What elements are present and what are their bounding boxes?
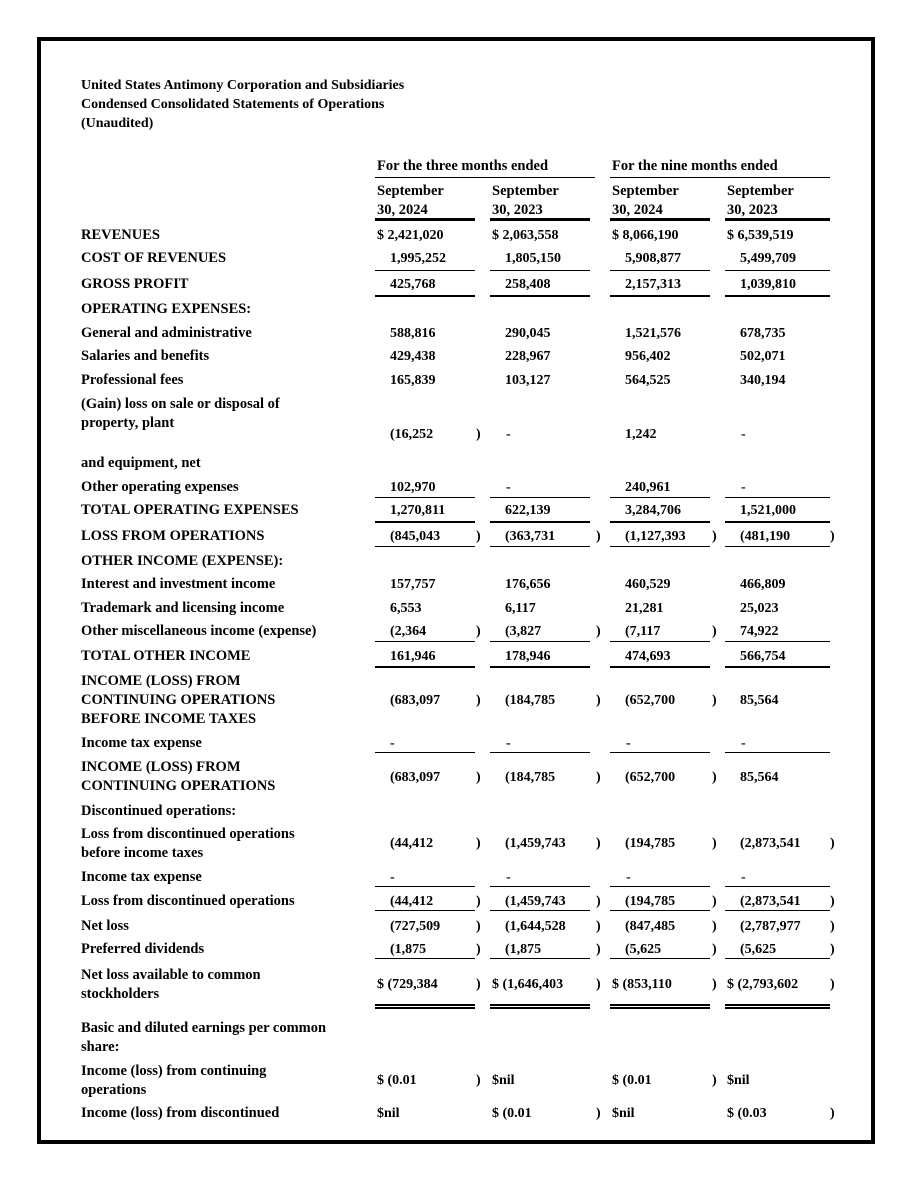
column-header-underline [375,219,475,221]
cell-value: - [741,480,746,495]
cell-value: 165,839 [390,373,436,388]
closing-paren: ) [476,693,481,708]
column-header-2-date: 30, 2023 [492,202,543,218]
cell-value: 6,117 [505,601,536,616]
header-three-months: For the three months ended [377,158,549,174]
row-label: Salaries and benefits [81,348,210,364]
cell-value: - [741,870,746,885]
cell-value: $ (0.01 [377,1073,417,1088]
cell-underline [375,910,475,911]
column-header-1: September [377,183,444,199]
cell-underline [610,497,710,498]
cell-value: 1,995,252 [390,251,446,266]
cell-underline [725,546,830,547]
cell-double-underline [725,1007,830,1009]
cell-underline [375,270,475,271]
closing-paren: ) [476,977,481,992]
cell-value: (184,785 [505,770,556,785]
cell-value: (1,459,743 [505,836,566,851]
cell-underline [725,497,830,498]
cell-underline [375,752,475,753]
cell-value: - [506,480,511,495]
closing-paren: ) [712,977,717,992]
cell-underline [375,521,475,523]
cell-value: (44,412 [390,836,434,851]
cell-value: (5,625 [740,942,777,957]
closing-paren: ) [476,919,481,934]
closing-paren: ) [476,770,481,785]
cell-underline [490,958,590,959]
cell-value: $ 2,063,558 [492,228,559,243]
cell-double-underline [610,1007,710,1009]
cell-value: (2,873,541 [740,894,801,909]
closing-paren: ) [596,894,601,909]
cell-value: $ (0.03 [727,1106,767,1121]
row-label: Loss from discontinued operations [81,893,295,909]
cell-underline [610,910,710,911]
cell-value: 2,157,313 [625,277,681,292]
cell-underline [375,497,475,498]
cell-value: - [626,870,631,885]
closing-paren: ) [712,693,717,708]
cell-underline [490,752,590,753]
cell-value: (194,785 [625,894,676,909]
closing-paren: ) [712,836,717,851]
column-header-1-date: 30, 2024 [377,202,428,218]
cell-value: 1,270,811 [390,503,446,518]
cell-underline [490,1004,590,1006]
cell-value: (727,509 [390,919,441,934]
cell-value: (2,873,541 [740,836,801,851]
cell-underline [610,295,710,297]
cell-value: 466,809 [740,577,786,592]
closing-paren: ) [712,1073,717,1088]
cell-value: (3,827 [505,624,542,639]
column-header-underline [610,219,710,221]
row-label: and equipment, net [81,455,201,471]
cell-underline [610,641,710,642]
cell-underline [610,270,710,271]
cell-underline [375,295,475,297]
row-label: TOTAL OTHER INCOME [81,648,251,664]
cell-value: 460,529 [625,577,671,592]
cell-underline [490,546,590,547]
cell-value: (363,731 [505,529,556,544]
closing-paren: ) [830,529,835,544]
closing-paren: ) [596,942,601,957]
closing-paren: ) [712,919,717,934]
cell-value: 622,139 [505,503,551,518]
closing-paren: ) [712,529,717,544]
row-label: COST OF REVENUES [81,250,227,266]
cell-value: 1,521,576 [625,326,681,341]
cell-value: 566,754 [740,649,786,664]
closing-paren: ) [830,1106,835,1121]
cell-value: 102,970 [390,480,436,495]
cell-underline [375,546,475,547]
row-label: TOTAL OPERATING EXPENSES [81,502,299,518]
cell-value: 228,967 [505,349,551,364]
cell-underline [375,886,475,887]
row-label: Trademark and licensing income [81,600,285,616]
cell-value: 3,284,706 [625,503,681,518]
cell-underline [375,1004,475,1006]
cell-value: 564,525 [625,373,671,388]
closing-paren: ) [596,836,601,851]
closing-paren: ) [830,942,835,957]
cell-value: 474,693 [625,649,671,664]
cell-value: (652,700 [625,770,676,785]
closing-paren: ) [596,1106,601,1121]
header-underline-nine [610,177,830,178]
closing-paren: ) [712,624,717,639]
cell-value: (194,785 [625,836,676,851]
cell-value: (481,190 [740,529,791,544]
row-label: Net loss available to common [81,967,261,983]
cell-value: (1,127,393 [625,529,686,544]
closing-paren: ) [476,836,481,851]
closing-paren: ) [596,624,601,639]
cell-value: 103,127 [505,373,551,388]
closing-paren: ) [712,894,717,909]
row-label: INCOME (LOSS) FROM [81,759,241,775]
cell-value: - [626,736,631,751]
cell-value: $nil [727,1073,750,1088]
row-label: Income tax expense [81,869,202,885]
cell-value: $ 8,066,190 [612,228,679,243]
column-header-4: September [727,183,794,199]
row-label: Discontinued operations: [81,803,237,819]
cell-underline [490,666,590,668]
cell-underline [375,641,475,642]
row-label: Income (loss) from continuing [81,1063,267,1079]
closing-paren: ) [596,770,601,785]
closing-paren: ) [476,624,481,639]
cell-value: - [506,870,511,885]
row-label-continued: CONTINUING OPERATIONS [81,778,276,794]
cell-value: 290,045 [505,326,551,341]
cell-underline [610,546,710,547]
cell-value: (847,485 [625,919,676,934]
closing-paren: ) [830,836,835,851]
cell-value: 25,023 [740,601,779,616]
cell-underline [725,295,830,297]
cell-underline [610,521,710,523]
cell-underline [490,641,590,642]
cell-underline [725,910,830,911]
cell-value: 956,402 [625,349,671,364]
row-label: Income (loss) from discontinued [81,1105,280,1121]
cell-value: 502,071 [740,349,786,364]
row-label: Net loss [81,918,129,934]
cell-value: (7,117 [625,624,661,639]
header-nine-months: For the nine months ended [612,158,778,174]
row-label-continued: operations [81,1082,147,1098]
cell-value: 340,194 [740,373,786,388]
row-label: OPERATING EXPENSES: [81,301,252,317]
cell-value: 258,408 [505,277,551,292]
closing-paren: ) [476,894,481,909]
cell-value: (845,043 [390,529,441,544]
cell-value: (2,364 [390,624,427,639]
cell-value: (683,097 [390,693,441,708]
row-label: Other miscellaneous income (expense) [81,623,317,639]
cell-underline [490,521,590,523]
row-label-continued: share: [81,1039,120,1055]
cell-value: 21,281 [625,601,664,616]
cell-value: (2,787,977 [740,919,801,934]
closing-paren: ) [830,919,835,934]
cell-underline [375,958,475,959]
cell-value: - [506,427,511,442]
cell-value: (1,875 [390,942,427,957]
cell-value: $nil [377,1106,400,1121]
column-header-underline [490,219,590,221]
cell-underline [725,886,830,887]
column-header-underline [725,219,830,221]
cell-underline [725,1004,830,1006]
company-name: United States Antimony Corporation and Subsidiaries [81,78,405,93]
row-label-continued: CONTINUING OPERATIONS [81,692,276,708]
column-header-4-date: 30, 2023 [727,202,778,218]
statement-title: Condensed Consolidated Statements of Operations [81,97,385,112]
row-label: Loss from discontinued operations [81,826,295,842]
cell-underline [725,521,830,523]
closing-paren: ) [476,529,481,544]
cell-underline [725,666,830,668]
row-label: LOSS FROM OPERATIONS [81,528,265,544]
row-label: INCOME (LOSS) FROM [81,673,241,689]
cell-value: 5,499,709 [740,251,796,266]
row-label: Preferred dividends [81,941,205,957]
closing-paren: ) [596,693,601,708]
cell-underline [490,910,590,911]
cell-value: $ (0.01 [492,1106,532,1121]
closing-paren: ) [476,427,481,442]
cell-value: $ (2,793,602 [727,977,799,992]
cell-value: (1,875 [505,942,542,957]
cell-underline [725,752,830,753]
cell-underline [490,886,590,887]
cell-value: 1,805,150 [505,251,561,266]
row-label: Basic and diluted earnings per common [81,1020,327,1036]
closing-paren: ) [712,942,717,957]
cell-underline [610,666,710,668]
cell-underline [490,295,590,297]
cell-value: $ (729,384 [377,977,438,992]
column-header-3: September [612,183,679,199]
column-header-2: September [492,183,559,199]
cell-value: 157,757 [390,577,436,592]
cell-underline [610,1004,710,1006]
row-label-continued: before income taxes [81,845,204,861]
closing-paren: ) [476,1073,481,1088]
cell-value: 240,961 [625,480,671,495]
row-label-continued: BEFORE INCOME TAXES [81,711,257,727]
cell-value: (44,412 [390,894,434,909]
cell-value: $nil [492,1073,515,1088]
cell-underline [725,958,830,959]
closing-paren: ) [596,529,601,544]
cell-value: 6,553 [390,601,422,616]
cell-underline [725,641,830,642]
row-label: General and administrative [81,325,252,341]
cell-value: 429,438 [390,349,436,364]
row-label: REVENUES [81,227,160,243]
cell-value: 85,564 [740,693,779,708]
cell-value: $ 6,539,519 [727,228,794,243]
cell-value: 74,922 [740,624,779,639]
cell-value: 1,039,810 [740,277,796,292]
cell-value: $ (853,110 [612,977,672,992]
cell-underline [610,958,710,959]
cell-value: (652,700 [625,693,676,708]
cell-value: 178,946 [505,649,551,664]
cell-underline [490,497,590,498]
cell-underline [375,666,475,668]
cell-value: (16,252 [390,427,434,442]
cell-underline [490,270,590,271]
cell-value: 588,816 [390,326,436,341]
cell-value: $ (1,646,403 [492,977,564,992]
cell-value: 678,735 [740,326,786,341]
row-label: OTHER INCOME (EXPENSE): [81,553,284,569]
row-label-continued: stockholders [81,986,160,1002]
cell-value: 425,768 [390,277,436,292]
row-label: Income tax expense [81,735,202,751]
cell-underline [610,752,710,753]
cell-value: 85,564 [740,770,779,785]
cell-double-underline [375,1007,475,1009]
cell-value: - [390,870,395,885]
row-label: Other operating expenses [81,479,239,495]
cell-value: $ 2,421,020 [377,228,444,243]
cell-value: (184,785 [505,693,556,708]
cell-value: 161,946 [390,649,436,664]
closing-paren: ) [596,919,601,934]
cell-underline [610,886,710,887]
row-label-continued: property, plant [81,415,175,431]
cell-value: 5,908,877 [625,251,681,266]
column-header-3-date: 30, 2024 [612,202,663,218]
cell-underline [725,270,830,271]
cell-value: (683,097 [390,770,441,785]
closing-paren: ) [830,894,835,909]
cell-value: (1,459,743 [505,894,566,909]
row-label: Professional fees [81,372,184,388]
closing-paren: ) [596,977,601,992]
cell-value: (5,625 [625,942,662,957]
cell-value: 1,521,000 [740,503,796,518]
header-underline-three [375,177,595,178]
cell-value: $nil [612,1106,635,1121]
row-label: (Gain) loss on sale or disposal of [81,396,280,412]
cell-value: $ (0.01 [612,1073,652,1088]
closing-paren: ) [476,942,481,957]
row-label: GROSS PROFIT [81,276,189,292]
cell-value: - [390,736,395,751]
cell-value: - [741,427,746,442]
unaudited-note: (Unaudited) [81,116,154,131]
closing-paren: ) [712,770,717,785]
closing-paren: ) [830,977,835,992]
cell-value: - [506,736,511,751]
cell-value: - [741,736,746,751]
cell-value: (1,644,528 [505,919,566,934]
cell-value: 176,656 [505,577,551,592]
cell-double-underline [490,1007,590,1009]
cell-value: 1,242 [625,427,657,442]
row-label: Interest and investment income [81,576,276,592]
